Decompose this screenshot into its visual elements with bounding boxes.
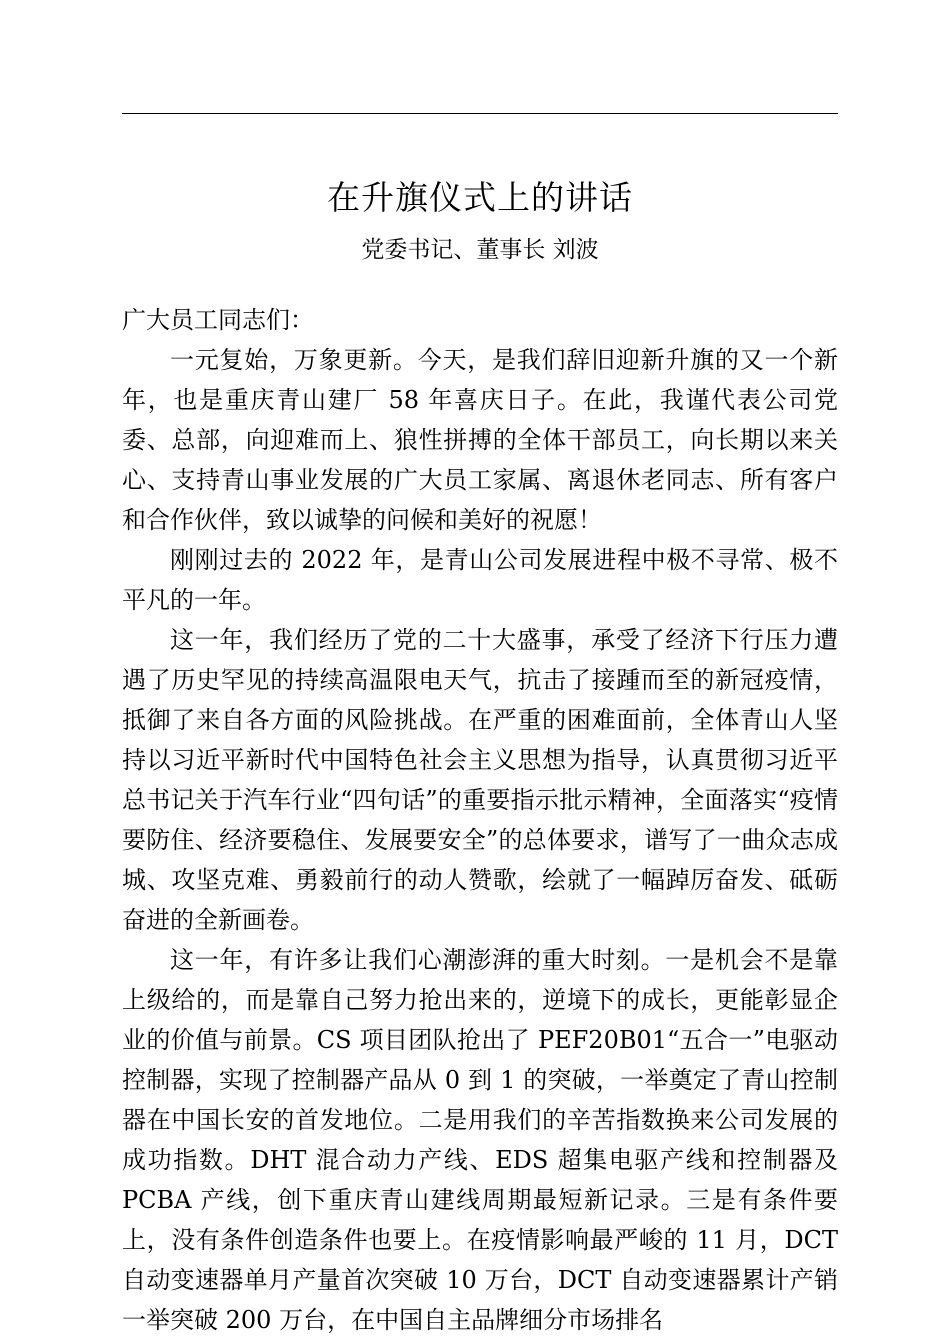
speaker-byline: 党委书记、董事长 刘波 (361, 237, 599, 263)
salutation: 广大员工同志们： (122, 306, 314, 334)
speech-body (122, 300, 838, 1340)
page-title: 在升旗仪式上的讲话 (327, 178, 633, 217)
header-rule (122, 113, 838, 114)
paragraph: 这一年，我们经历了党的二十大盛事，承受了经济下行压力遭遇了历史罕见的持续高温限电天气，抗击了接踵而至的新冠疫情，抵御了来自各方面的风险挑战。在严重的困难面前，全体青山人坚持以习近平新时代中国特色社会主义思想为指导，认真贯彻习近平总书记关于汽车行业“四句话”的重要指示批示精神，全面落实“疫情要防住、经济要稳住、发展要安全”的总体要求，谱写了一曲众志成城、攻坚克难、勇毅前行的动人赞歌，绘就了一幅踔厉奋发、砥砺奋进的全新画卷。 (122, 626, 838, 934)
paragraph: 这一年，有许多让我们心潮澎湃的重大时刻。一是机会不是靠上级给的，而是靠自己努力抢出来的，逆境下的成长，更能彰显企业的价值与前景。CS 项目团队抢出了 PEF20B01“五合一”电驱动控制器，实现了控制器产品从 0 到 1 的突破，一举奠定了青山控制器在中国长安的首发地位。二是用我们的辛苦指数换来公司发展的成功指数。DHT 混合动力产线、EDS 超集电驱产线和控制器及 PCBA 产线，创下重庆青山建线周期最短新记录。三是有条件要上，没有条件创造条件也要上。在疫情影响最严峻的 11 月，DCT 自动变速器单月产量首次突破 10 万台，DCT 自动变速器累计产销一举突破 200 万台，在中国自主品牌细分市场排名 (122, 946, 838, 1334)
paragraph: 刚刚过去的 2022 年，是青山公司发展进程中极不寻常、极不平凡的一年。 (122, 546, 838, 614)
paragraph: 一元复始，万象更新。今天，是我们辞旧迎新升旗的又一个新年，也是重庆青山建厂 58 年喜庆日子。在此，我谨代表公司党委、总部，向迎难而上、狼性拼搏的全体干部员工，向长期以来关心、支持青山事业发展的广大员工家属、离退休老同志、所有客户和合作伙伴，致以诚挚的问候和美好的祝愿！ (122, 346, 838, 534)
